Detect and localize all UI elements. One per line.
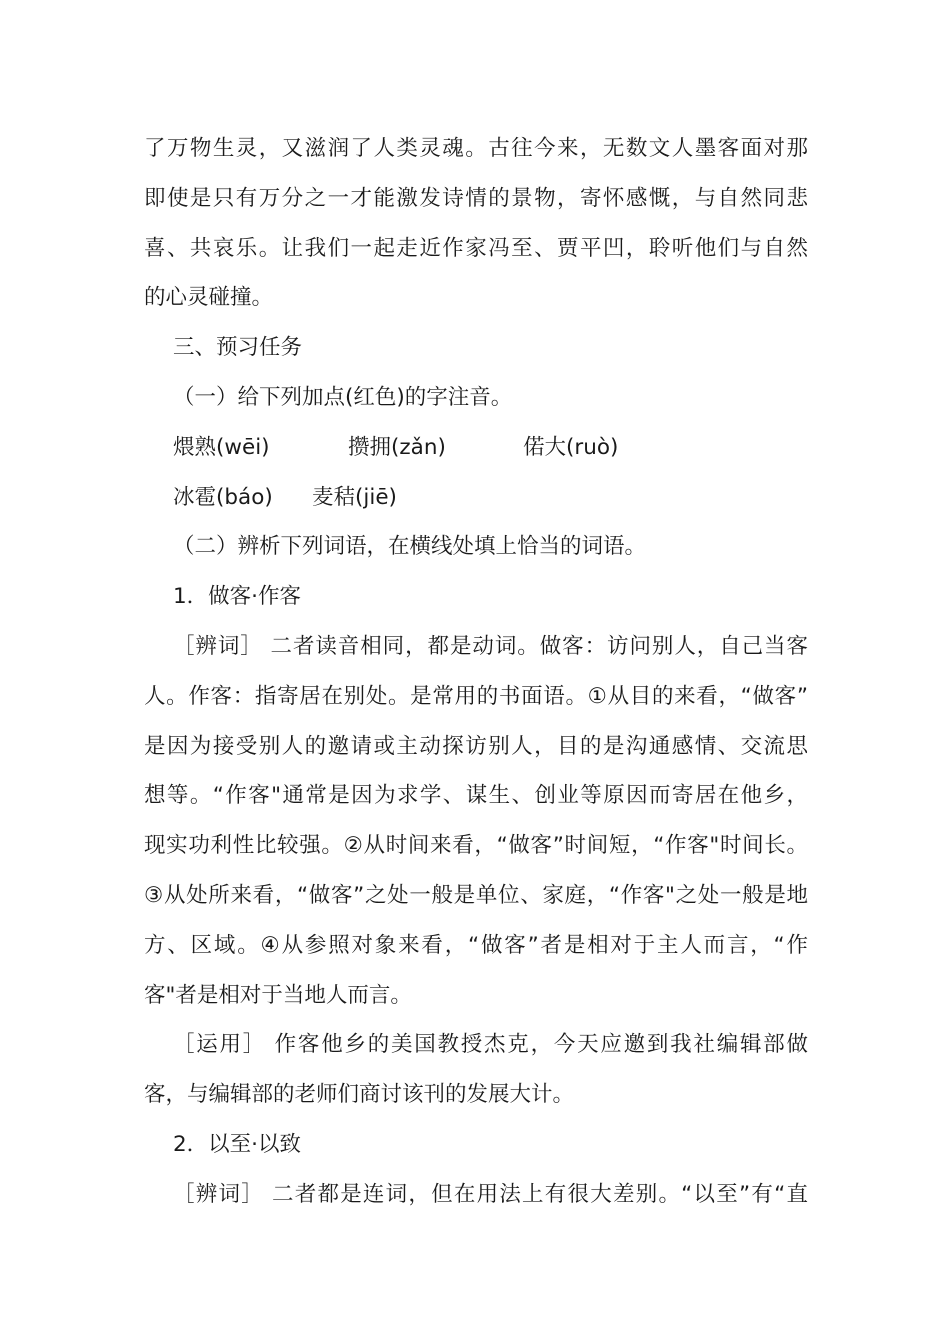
pinyin-item: 麦秸(jiē) (312, 484, 397, 510)
body-text-line: 现实功利性比较强。②从时间来看，“做客”时间短，“作客"时间长。 (144, 833, 808, 859)
body-text-line: 是因为接受别人的邀请或主动探访别人，目的是沟通感情、交流思 (144, 733, 808, 759)
body-text-line: ［辨词］ 二者读音相同，都是动词。做客：访问别人，自己当客 (173, 633, 808, 659)
body-text-line: 了万物生灵，又滋润了人类灵魂。古往今来，无数文人墨客面对那 (144, 136, 808, 161)
item-title: 2．以至·以致 (173, 1131, 302, 1157)
body-text-line: 想等。“作客"通常是因为求学、谋生、创业等原因而寄居在他乡， (144, 783, 808, 809)
body-text-line: 喜、共哀乐。让我们一起走近作家冯至、贾平凹，聆听他们与自然 (144, 235, 808, 261)
body-text-line: ③从处所来看，“做客”之处一般是单位、家庭，“作客"之处一般是地 (144, 882, 808, 908)
subsection-heading: （二）辨析下列词语，在横线处填上恰当的词语。 (173, 534, 647, 560)
body-text-line: ［辨词］ 二者都是连词，但在用法上有很大差别。“以至”有“直 (173, 1181, 808, 1207)
pinyin-item: 冰雹(báo) (173, 484, 273, 510)
item-title: 1．做客·作客 (173, 584, 302, 610)
pinyin-row (144, 473, 808, 523)
body-text-line: 的心灵碰撞。 (144, 285, 274, 311)
pinyin-item: 偌大(ruò) (523, 434, 619, 460)
body-text-line: 即使是只有万分之一才能激发诗情的景物，寄怀感慨，与自然同悲 (144, 185, 808, 211)
section-heading: 三、预习任务 (173, 335, 303, 361)
pinyin-item: 煨熟(wēi) (173, 434, 270, 460)
pinyin-item: 攒拥(zǎn) (348, 434, 446, 460)
subsection-heading: （一）给下列加点(红色)的字注音。 (173, 384, 513, 410)
pinyin-row (144, 423, 808, 473)
body-text-line: 客"者是相对于当地人而言。 (144, 982, 412, 1008)
body-text-line: 客，与编辑部的老师们商讨该刊的发展大计。 (144, 1082, 575, 1108)
document-page (144, 124, 808, 1220)
body-text-line: ［运用］ 作客他乡的美国教授杰克，今天应邀到我社编辑部做 (173, 1032, 808, 1058)
body-text-line: 方、区域。④从参照对象来看，“做客”者是相对于主人而言，“作 (144, 932, 808, 958)
body-text-line: 人。作客：指寄居在别处。是常用的书面语。①从目的来看，“做客” (144, 683, 808, 709)
